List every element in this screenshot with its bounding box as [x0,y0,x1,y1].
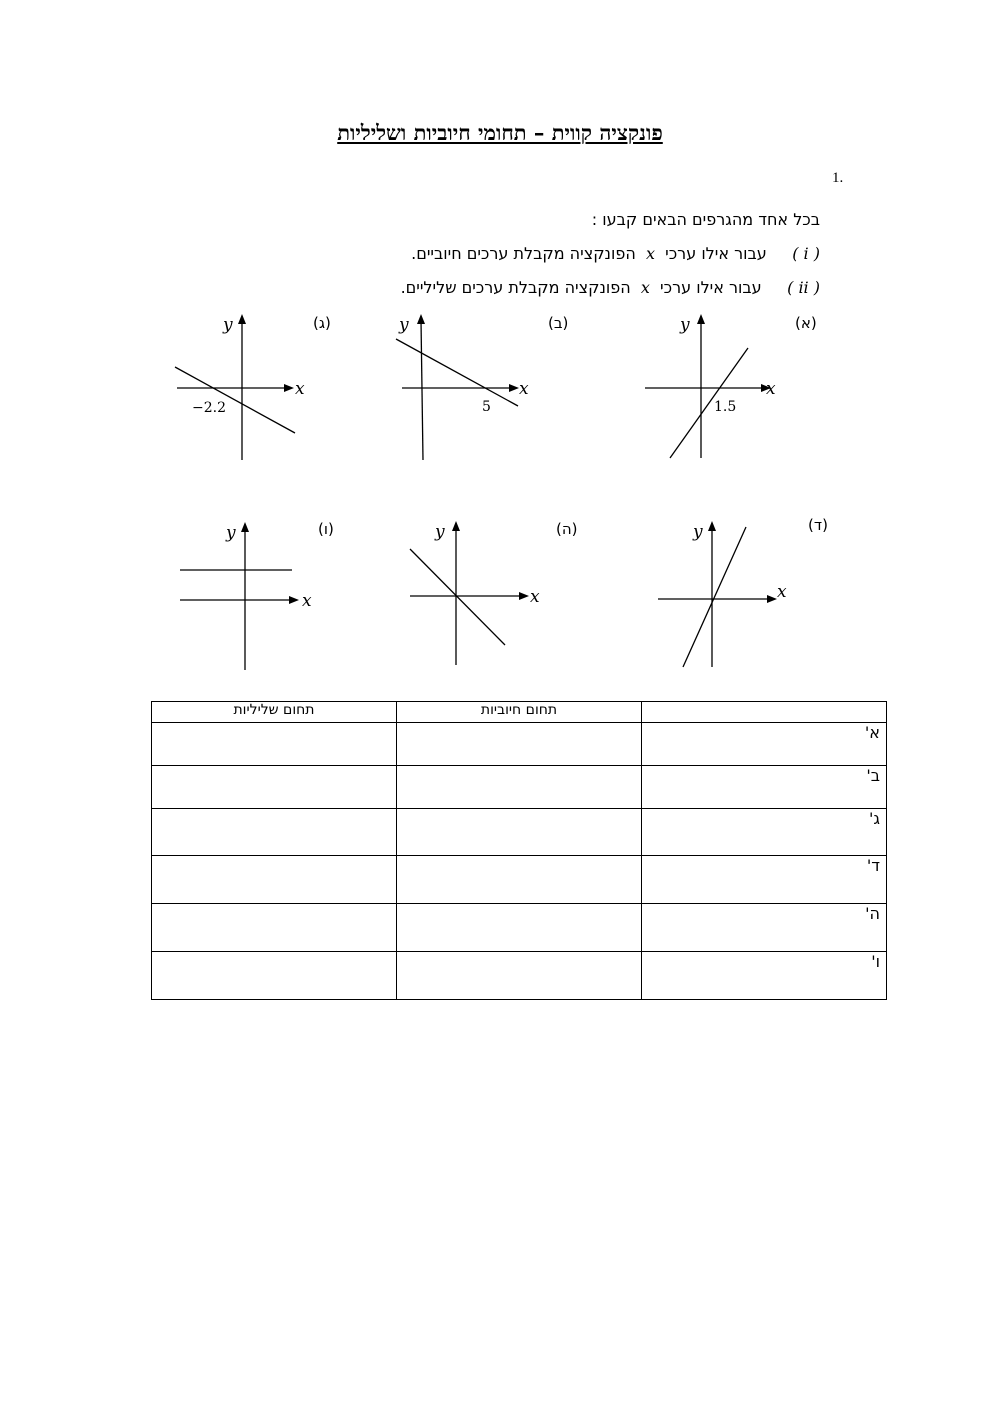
graph-e-x-axis-label: x [530,587,540,607]
table-row [152,766,887,809]
instructions-intro: בכל אחד מהגרפים הבאים קבעו : [591,210,820,229]
question-number: 1. [832,170,844,186]
graph-b-y-axis [421,320,423,460]
negative-cell[interactable] [152,856,397,904]
graph-e-x-arrow [519,592,529,600]
graph-f-y-arrow [241,522,249,532]
graph-e-line [410,549,505,645]
graph-b [392,310,542,465]
graph-f [170,515,320,675]
header-label [642,702,887,723]
item-ii-text-b: הפונקציה מקבלת ערכים שליליים. [400,278,631,297]
graph-c-x-axis-label: x [295,379,305,399]
graph-b-y-axis-label: y [399,315,409,335]
graph-c-y-arrow [238,314,246,324]
row-label: א' [642,723,887,766]
table-row [152,723,887,766]
graph-b-label: (ב) [548,314,569,332]
graph-e-y-arrow [452,521,460,531]
positive-cell[interactable] [397,723,642,766]
graph-d [650,515,800,675]
item-i-var: x [645,244,655,263]
graph-e-label: (ה) [556,520,578,538]
graph-a-y-axis-label: y [680,315,690,335]
item-ii-marker: ( ii ) [787,278,820,297]
graph-c [165,310,315,465]
graph-f-label: (ו) [318,520,334,538]
graph-c-label: (ג) [313,314,331,332]
graph-c-x-arrow [284,384,294,392]
graph-f-x-axis-label: x [302,591,312,611]
positive-cell[interactable] [397,952,642,1000]
negative-cell[interactable] [152,766,397,809]
item-ii-var: x [640,278,650,297]
negative-cell[interactable] [152,904,397,952]
row-label: ב' [642,766,887,809]
graph-a-y-arrow [697,314,705,324]
positive-cell[interactable] [397,856,642,904]
row-label: ג' [642,809,887,856]
item-i-text-a: עבור אילו ערכי [665,244,767,263]
graph-b-y-arrow [417,314,425,324]
row-label: ו' [642,952,887,1000]
page-title: פונקציה קווית – תחומי חיוביות ושליליות [337,120,663,145]
negative-cell[interactable] [152,952,397,1000]
instruction-item-ii [401,278,820,297]
graph-b-x-arrow [509,384,519,392]
negative-cell[interactable] [152,809,397,856]
graph-c-intercept-label: −2.2 [192,400,226,416]
header-negative: תחום שליליות [152,702,397,723]
table-header-row [152,702,887,723]
instruction-item-i [411,244,820,263]
graph-f-x-arrow [289,596,299,604]
row-label: ה' [642,904,887,952]
graph-d-x-arrow [767,595,777,603]
item-i-text-b: הפונקציה מקבלת ערכים חיוביים. [411,244,636,263]
graph-a-line [670,348,748,458]
graph-d-x-axis-label: x [777,582,787,602]
graph-e-y-axis-label: y [435,522,445,542]
item-i-marker: ( i ) [792,244,820,263]
graph-b-intercept-label: 5 [482,399,491,415]
graph-c-y-axis-label: y [223,315,233,335]
graph-b-line [396,339,518,406]
graph-a-label: (א) [795,314,817,332]
negative-cell[interactable] [152,723,397,766]
row-label: ד' [642,856,887,904]
table-row [152,809,887,856]
graph-a-intercept-label: 1.5 [714,399,737,415]
positive-cell[interactable] [397,904,642,952]
header-positive: תחום חיוביות [397,702,642,723]
graph-f-y-axis-label: y [226,523,236,543]
positive-cell[interactable] [397,809,642,856]
item-ii-text-a: עבור אילו ערכי [660,278,762,297]
graph-e [400,515,550,675]
table-row [152,904,887,952]
graph-a [630,310,780,465]
graph-a-x-axis-label: x [766,379,776,399]
graph-d-y-arrow [708,521,716,531]
positive-cell[interactable] [397,766,642,809]
graph-d-y-axis-label: y [693,522,703,542]
graph-b-x-axis-label: x [519,379,529,399]
answer-table [151,701,887,1000]
graph-d-label: (ד) [808,516,828,534]
table-row [152,952,887,1000]
table-row [152,856,887,904]
graph-d-line [683,527,746,667]
